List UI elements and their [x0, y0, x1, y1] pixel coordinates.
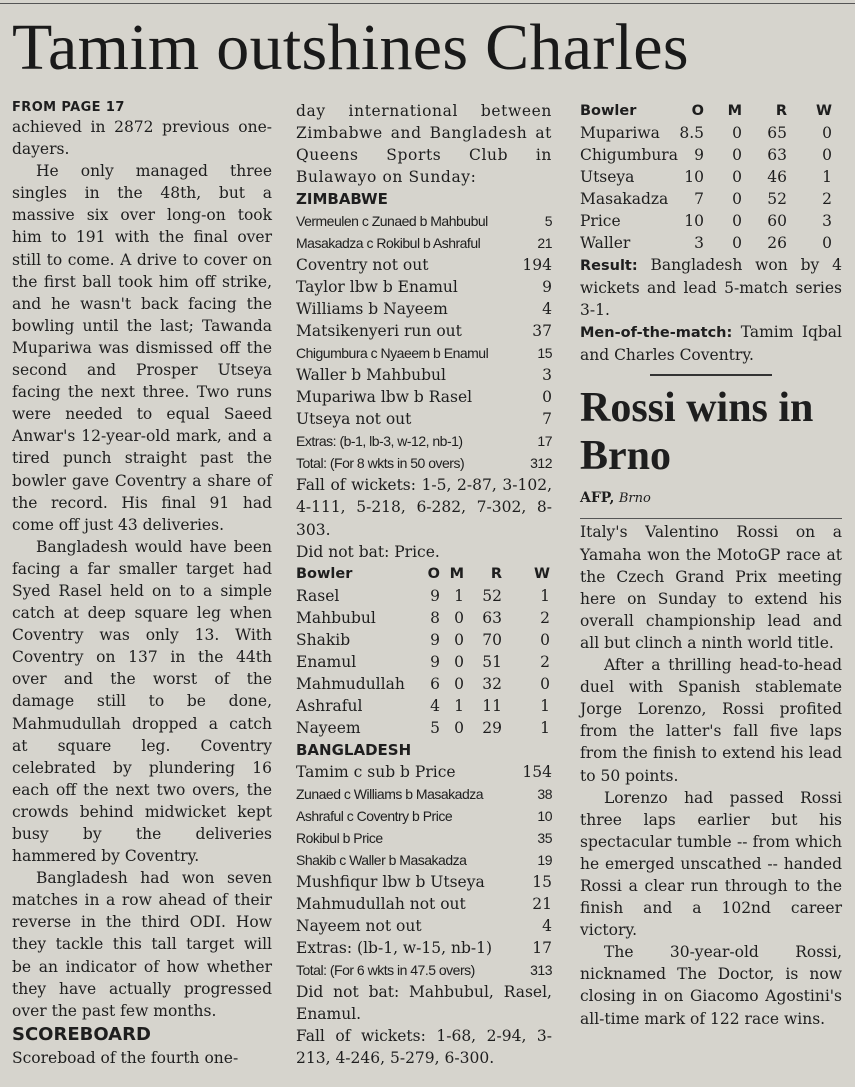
bowling-row: [580, 210, 842, 232]
bowler-name: Waller: [580, 234, 631, 252]
batsman-entry: Coventry not out: [296, 256, 429, 275]
bowler-name: Enamul: [296, 652, 357, 671]
bowling-stat: 60: [767, 212, 787, 230]
bowler-name: Utseya: [580, 168, 635, 186]
bowling-stat: 10: [684, 212, 704, 230]
bowling-stat: 6: [430, 674, 440, 693]
bowling-header-row: [580, 100, 842, 122]
bowling-stat: 11: [482, 696, 502, 715]
scoreboard-intro-cont: day international between Zimbabwe and Bangladesh at Queens Sports Club in Bulawayo on Sunday:: [296, 102, 552, 187]
bowling-row: [296, 717, 552, 739]
rossi-paragraph: After a thrilling head-to-head duel with Spanish stablemate Jorge Lorenzo, Rossi profited from the latter's fall five laps from the finish to extend his lead to 50 points.: [580, 656, 842, 785]
stat-col-header: R: [775, 103, 787, 119]
batsman-entry: Taylor lbw b Enamul: [296, 278, 458, 297]
batting-row: [296, 386, 552, 408]
runs-value: 7: [542, 410, 552, 429]
result-text: Bangladesh won by 4 wickets and lead 5-match series 3-1.: [580, 256, 843, 320]
bowling-row: [580, 166, 842, 188]
scoreboard-subhead: SCOREBOARD: [12, 1023, 151, 1045]
bangladesh-heading: BANGLADESH: [296, 740, 412, 759]
bowling-stat: 0: [454, 718, 464, 737]
bangladesh-did-not-bat: Did not bat: Mahbubul, Rasel, Enamul.: [296, 982, 552, 1023]
batting-row: [296, 232, 552, 254]
bowling-row: [296, 673, 552, 695]
batting-row: [296, 430, 552, 452]
bowling-stat: 9: [694, 146, 704, 164]
batsman-entry: Tamim c sub b Price: [296, 762, 456, 781]
scoreboard-intro: Scoreboad of the fourth one-: [12, 1048, 239, 1067]
bowler-name: Mahbubul: [296, 608, 376, 627]
bowling-stat: 0: [454, 652, 464, 671]
runs-value: 10: [537, 807, 552, 824]
bowling-stat: 0: [732, 190, 742, 208]
batsman-entry: Extras: (b-1, lb-3, w-12, nb-1): [296, 433, 463, 450]
top-rule: [0, 3, 855, 4]
bangladesh-bowling-table: [296, 563, 552, 739]
stat-col-header: R: [490, 565, 502, 582]
batsman-entry: Chigumbura c Nyaeem b Enamul: [296, 345, 489, 362]
bowling-stat: 0: [732, 212, 742, 230]
section-divider: [650, 374, 772, 376]
bowling-row: [296, 651, 552, 673]
runs-value: 21: [537, 235, 552, 252]
zimbabwe-did-not-bat: Did not bat: Price.: [296, 542, 440, 561]
rossi-paragraph: The 30-year-old Rossi, nicknamed The Doctor, is now closing in on Giacomo Agostini's all-time mark of 122 race wins.: [580, 943, 842, 1028]
batting-row: [296, 915, 552, 937]
bowling-stat: 52: [482, 586, 502, 605]
batsman-entry: Mupariwa lbw b Rasel: [296, 388, 473, 407]
zimbabwe-fall-of-wickets: Fall of wickets: 1-5, 2-87, 3-102, 4-111, 5-218, 6-282, 7-302, 8-303.: [296, 476, 552, 539]
bowling-stat: 0: [732, 168, 742, 186]
bowling-stat: 51: [482, 652, 502, 671]
bowling-stat: 2: [822, 190, 832, 208]
batsman-entry: Total: (For 8 wkts in 50 overs): [296, 455, 465, 472]
batting-row: [296, 937, 552, 959]
story-paragraph: He only managed three singles in the 48th, but a massive six over long-on took him to 191 with the final over still to come. A drive to cover on the first ball took him off strike, and he wasn't back facing the bowling until the last; Tawanda Mupariwa was dismissed off the second and Prosper Utseya facing the next three. Two runs were needed to equal Saeed Anwar's 12-year-old mark, and a tired punch straight past the bowler gave Coventry a share of the record. His final 91 had come off just 43 deliveries.: [12, 162, 272, 534]
bowling-row: [580, 144, 842, 166]
runs-value: 15: [532, 872, 552, 891]
batsman-entry: Vermeulen c Zunaed b Mahbubul: [296, 213, 488, 230]
bowling-stat: 63: [482, 608, 502, 627]
bowling-row: [580, 232, 842, 254]
batting-row: [296, 452, 552, 474]
mom-label: Men-of-the-match:: [580, 325, 733, 342]
bowling-row: [296, 585, 552, 607]
bowling-stat: 0: [822, 234, 832, 252]
zimbabwe-heading: ZIMBABWE: [296, 190, 388, 209]
bowling-stat: 4: [430, 696, 440, 715]
bowling-stat: 0: [822, 124, 832, 142]
runs-value: 4: [542, 916, 552, 935]
batsman-entry: Shakib c Waller b Masakadza: [296, 851, 467, 868]
bowler-col-header: Bowler: [296, 565, 353, 582]
batting-row: [296, 342, 552, 364]
dateline-place: Brno: [618, 491, 651, 507]
stat-col-header: O: [427, 565, 440, 582]
runs-value: 21: [532, 894, 552, 913]
runs-value: 37: [532, 322, 552, 341]
stat-col-header: M: [727, 103, 742, 119]
runs-value: 313: [530, 961, 552, 978]
bowling-stat: 8.5: [679, 124, 704, 142]
batting-row: [296, 959, 552, 981]
bowling-stat: 32: [482, 674, 502, 693]
batsman-entry: Utseya not out: [296, 410, 412, 429]
runs-value: 9: [542, 278, 552, 297]
batsman-entry: Waller b Mahbubul: [296, 366, 446, 385]
bowling-stat: 9: [430, 652, 440, 671]
bowler-name: Ashraful: [296, 696, 363, 715]
runs-value: 35: [537, 829, 552, 846]
bowling-stat: 10: [684, 168, 704, 186]
bowler-name: Masakadza: [580, 190, 669, 208]
zimbabwe-batting-list: [296, 210, 552, 474]
column-tamim-story: [12, 100, 272, 1069]
bowling-stat: 7: [694, 190, 704, 208]
runs-value: 3: [542, 366, 552, 385]
bowling-stat: 0: [732, 234, 742, 252]
batting-row: [296, 849, 552, 871]
batsman-entry: Ashraful c Coventry b Price: [296, 807, 453, 824]
batting-row: [296, 408, 552, 430]
runs-value: 38: [537, 785, 552, 802]
bowling-stat: 0: [454, 630, 464, 649]
stat-col-header: M: [449, 565, 464, 582]
batting-row: [296, 783, 552, 805]
bowler-name: Mupariwa: [580, 124, 660, 142]
batting-row: [296, 761, 552, 783]
batsman-entry: Zunaed c Williams b Masakadza: [296, 785, 484, 802]
rossi-paragraph: Italy's Valentino Rossi on a Yamaha won the MotoGP race at the Czech Grand Prix meeting here on Sunday to extend his overall championship lead and all but clinch a ninth world title.: [580, 523, 842, 652]
column-bowling-and-rossi: [580, 100, 842, 1030]
stat-col-header: O: [691, 103, 704, 119]
bowling-stat: 52: [767, 190, 787, 208]
rossi-paragraph: Lorenzo had passed Rossi three laps earlier but his spectacular tumble -- from which he emerged unscathed -- handed Rossi a clear run through to the finish and a 102nd career victory.: [580, 788, 842, 940]
bowling-row: [296, 695, 552, 717]
agency-name: AFP,: [580, 490, 615, 507]
batsman-entry: Matsikenyeri run out: [296, 322, 462, 341]
runs-value: 154: [522, 762, 552, 781]
batting-row: [296, 893, 552, 915]
zimbabwe-bowling-table: [580, 100, 842, 254]
bowling-stat: 46: [767, 168, 787, 186]
kicker-from-page: FROM PAGE 17: [12, 100, 125, 115]
result-label: Result:: [580, 258, 638, 274]
batsman-entry: Rokibul b Price: [296, 829, 383, 846]
batting-row: [296, 320, 552, 342]
bowling-stat: 1: [540, 586, 550, 605]
batting-row: [296, 298, 552, 320]
bowling-stat: 1: [454, 586, 464, 605]
bowling-stat: 2: [540, 608, 550, 627]
batting-row: [296, 276, 552, 298]
bowling-header-row: [296, 563, 552, 585]
batting-row: [296, 805, 552, 827]
bowling-stat: 0: [540, 674, 550, 693]
batsman-entry: Extras: (lb-1, w-15, nb-1): [296, 938, 493, 957]
bowling-stat: 29: [482, 718, 502, 737]
batting-row: [296, 827, 552, 849]
bowler-name: Shakib: [296, 630, 351, 649]
batting-row: [296, 364, 552, 386]
bowling-stat: 70: [482, 630, 502, 649]
bowling-stat: 0: [732, 124, 742, 142]
bowler-col-header: Bowler: [580, 103, 637, 119]
batsman-entry: Mahmudullah not out: [296, 894, 466, 913]
bowling-stat: 0: [454, 674, 464, 693]
story-paragraph: achieved in 2872 previous one-dayers.: [12, 118, 272, 159]
bowler-name: Price: [580, 212, 621, 230]
bowling-stat: 0: [732, 146, 742, 164]
bowler-name: Chigumbura: [580, 146, 678, 164]
men-of-the-match: [580, 321, 842, 366]
stat-col-header: W: [816, 103, 832, 119]
bowling-row: [580, 122, 842, 144]
mom-text: Tamim Iqbal and Charles Coventry.: [580, 323, 842, 365]
bowling-stat: 9: [430, 586, 440, 605]
bowling-stat: 5: [430, 718, 440, 737]
bowling-stat: 1: [454, 696, 464, 715]
bowler-name: Nayeem: [296, 718, 361, 737]
batsman-entry: Total: (For 6 wkts in 47.5 overs): [296, 961, 475, 978]
dateline: [580, 488, 842, 509]
batsman-entry: Nayeem not out: [296, 916, 422, 935]
bowling-stat: 3: [822, 212, 832, 230]
runs-value: 17: [537, 433, 552, 450]
bowling-stat: 3: [694, 234, 704, 252]
runs-value: 5: [544, 213, 552, 230]
story-paragraph: Bangladesh would have been facing a far smaller target had Syed Rasel held on to a simple catch at deep square leg when Coventry was only 13. With Coventry on 137 in the 44th over and the worst of the damage still to be done, Mahmudullah dropped a catch at square leg. Coventry celebrated by plundering 16 each off the next two overs, the crowds behind midwicket kept busy by the deliveries hammered by Coventry.: [12, 537, 272, 866]
bowling-stat: 0: [454, 608, 464, 627]
batting-row: [296, 871, 552, 893]
bowling-stat: 2: [540, 652, 550, 671]
runs-value: 17: [532, 938, 552, 957]
batting-row: [296, 254, 552, 276]
bowler-name: Rasel: [296, 586, 340, 605]
runs-value: 312: [530, 455, 552, 472]
bowling-stat: 1: [540, 718, 550, 737]
bangladesh-batting-list: [296, 761, 552, 981]
runs-value: 19: [537, 851, 552, 868]
bowling-stat: 0: [822, 146, 832, 164]
batsman-entry: Williams b Nayeem: [296, 300, 448, 319]
dateline-rule: [580, 518, 842, 519]
bangladesh-fall-of-wickets: Fall of wickets: 1-68, 2-94, 3-213, 4-246, 5-279, 6-300.: [296, 1026, 552, 1068]
stat-col-header: W: [534, 565, 550, 582]
rossi-headline: Rossi wins in Brno: [580, 385, 814, 480]
bowling-stat: 9: [430, 630, 440, 649]
bowling-row: [296, 607, 552, 629]
bowling-stat: 0: [540, 630, 550, 649]
column-scoreboard: [296, 100, 552, 1069]
bowling-stat: 8: [430, 608, 440, 627]
runs-value: 15: [537, 345, 552, 362]
runs-value: 194: [522, 256, 552, 275]
bowler-name: Mahmudullah: [296, 674, 405, 693]
match-result: [580, 254, 842, 321]
bowling-row: [296, 629, 552, 651]
story-paragraph: Bangladesh had won seven matches in a row ahead of their reverse in the third ODI. How they tackle this tall target will be an indicator of how whether they have actually progressed over the past few months.: [12, 869, 272, 1020]
batsman-entry: Masakadza c Rokibul b Ashraful: [296, 235, 481, 252]
batsman-entry: Mushfiqur lbw b Utseya: [296, 872, 485, 891]
bowling-stat: 1: [822, 168, 832, 186]
bowling-stat: 63: [767, 146, 787, 164]
runs-value: 4: [542, 300, 552, 319]
batting-row: [296, 210, 552, 232]
bowling-stat: 65: [767, 124, 787, 142]
bowling-stat: 1: [540, 696, 550, 715]
main-headline: Tamim outshines Charles: [12, 11, 689, 84]
bowling-stat: 26: [767, 234, 787, 252]
bowling-row: [580, 188, 842, 210]
runs-value: 0: [542, 388, 552, 407]
